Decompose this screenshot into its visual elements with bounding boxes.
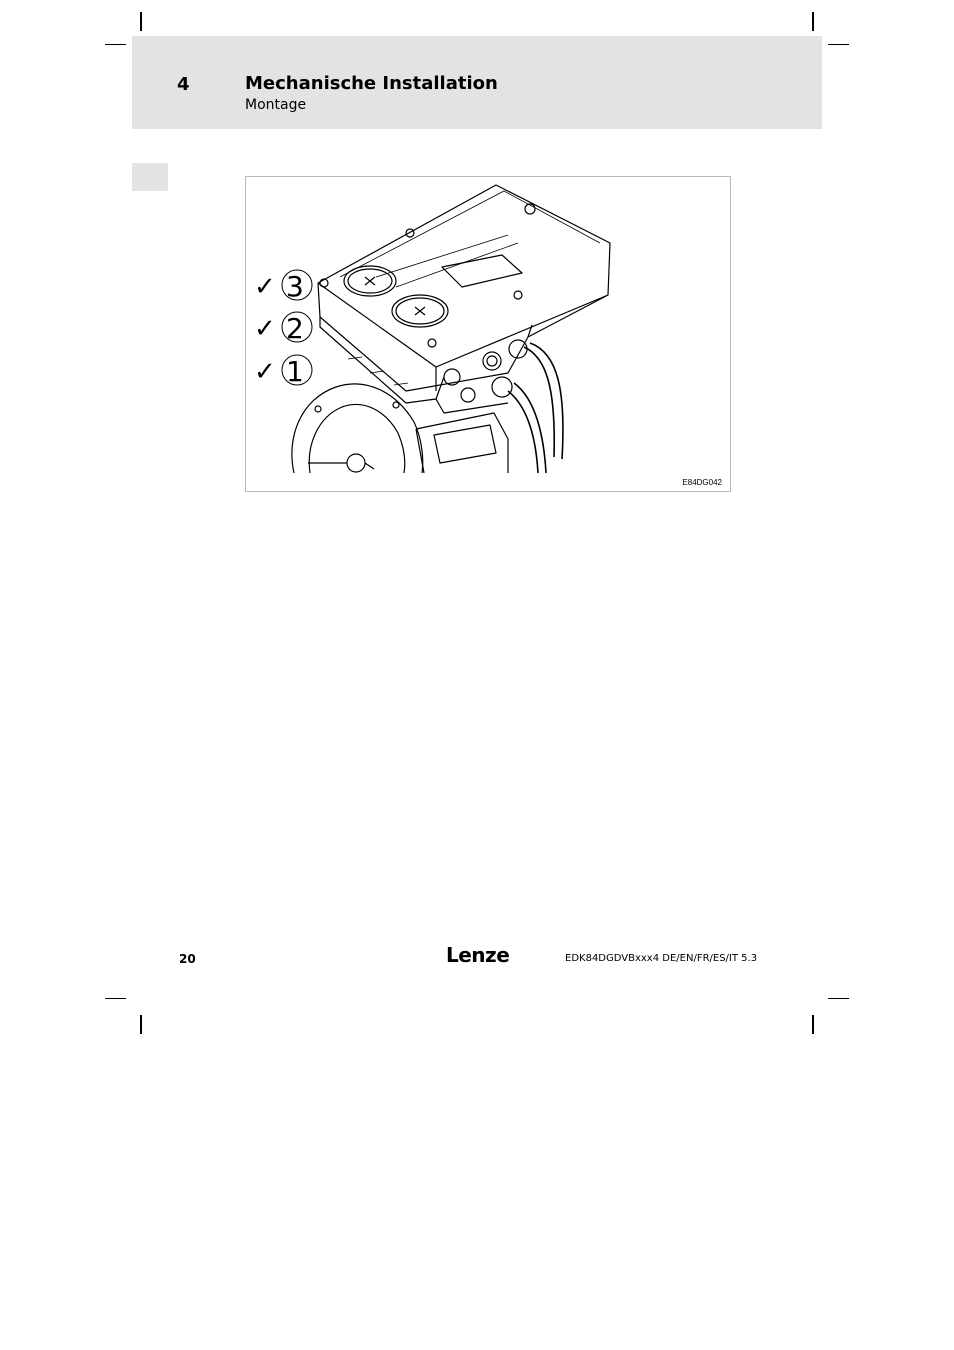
cable-upper [524, 347, 554, 457]
chapter-number: 4 [177, 74, 190, 95]
crop-mark-bottom-left-h [105, 998, 126, 999]
crop-mark-top-left-h [105, 44, 126, 45]
step-label-2: 2 [286, 312, 304, 345]
display-window [442, 255, 522, 287]
connector-2 [483, 352, 501, 370]
check-icon-2: ✓ [254, 314, 276, 344]
section-subtitle: Montage [245, 97, 307, 113]
crop-mark-bottom-right-v [812, 1015, 814, 1034]
cable-gland-2 [492, 377, 512, 397]
check-icon-3: ✓ [254, 272, 276, 302]
inverter-base [320, 317, 532, 391]
motor-flange [292, 384, 423, 473]
crop-mark-top-right-h [828, 44, 849, 45]
motor-shaft [347, 454, 365, 472]
brand-logo: Lenze [446, 943, 510, 967]
installation-figure [245, 176, 731, 492]
motor-inverter-drawing [246, 177, 732, 493]
step-markers [254, 270, 312, 388]
side-marker-tab [132, 163, 168, 191]
crop-mark-bottom-right-h [828, 998, 849, 999]
page-number: 20 [179, 952, 196, 966]
step-label-3: 3 [286, 270, 304, 303]
crop-mark-top-right-v [812, 12, 814, 31]
crop-mark-top-left-v [140, 12, 142, 31]
figure-code: E84DG042 [682, 478, 722, 487]
crop-mark-bottom-left-v [140, 1015, 142, 1034]
step-label-1: 1 [286, 355, 304, 388]
check-icon-1: ✓ [254, 357, 276, 387]
chapter-title: Mechanische Installation [245, 73, 498, 94]
cable-lower [508, 391, 538, 473]
document-id: EDK84DGDVBxxx4 DE/EN/FR/ES/IT 5.3 [565, 953, 758, 964]
